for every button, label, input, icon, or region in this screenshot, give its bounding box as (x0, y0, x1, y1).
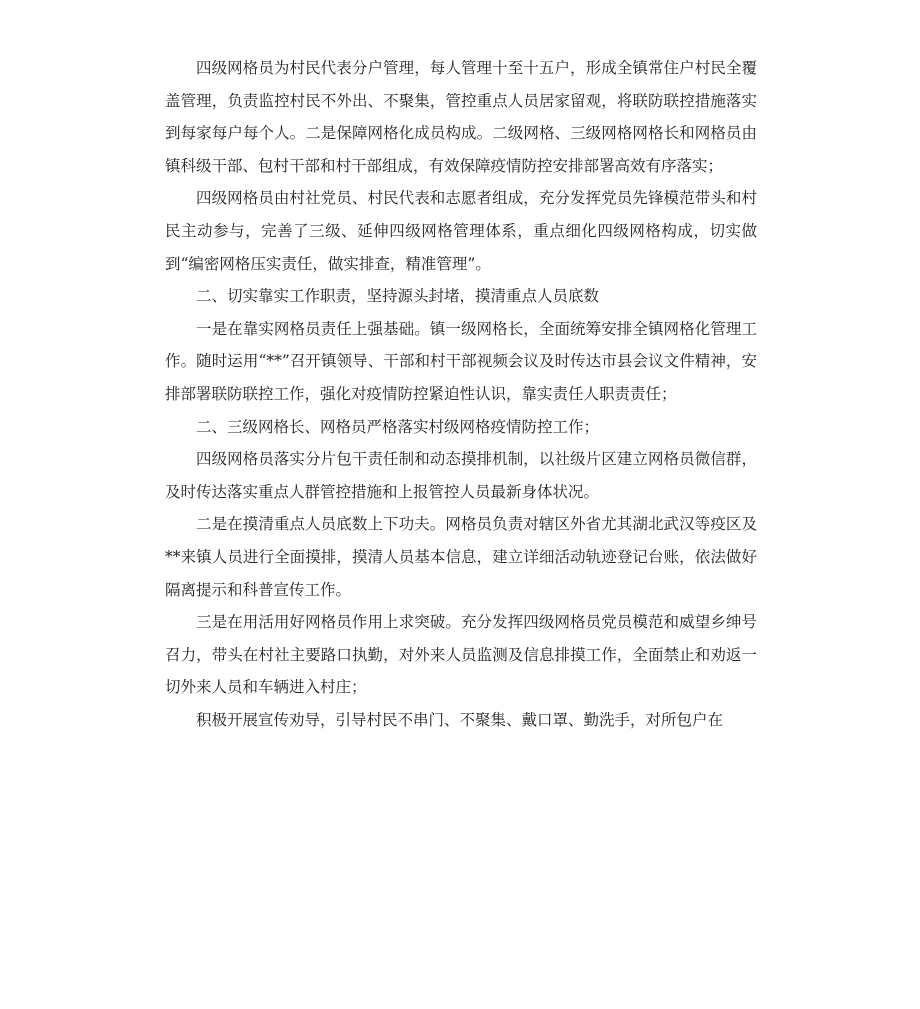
paragraph: 三是在用活用好网格员作用上求突破。充分发挥四级网格员党员模范和威望乡绅号召力，带头在村社主要路口执勤，对外来人员监测及信息排摸工作，全面禁止和劝返一切外来人员和车辆进入村庄； (165, 613, 757, 697)
paragraph: 四级网格员为村民代表分户管理，每人管理十至十五户，形成全镇常住户村民全覆盖管理，负责监控村民不外出、不聚集，管控重点人员居家留观，将联防联控措施落实到每家每户每个人。二是保障网格化成员构成。二级网格、三级网格网格长和网格员由镇科级干部、包村干部和村干部组成，有效保障疫情防控安排部署高效有序落实； (165, 59, 757, 175)
paragraph: 一是在靠实网格员责任上强基础。镇一级网格长，全面统筹安排全镇网格化管理工作。随时运用“**”召开镇领导、干部和村干部视频会议及时传达市县会议文件精神，安排部署联防联控工作，强化对疫情防控紧迫性认识，靠实责任人职责责任； (165, 319, 757, 403)
paragraph: 积极开展宣传劝导，引导村民不串门、不聚集、戴口罩、勤洗手，对所包户在 (196, 710, 724, 729)
paragraph: 二、三级网格长、网格员严格落实村级网格疫情防控工作； (196, 417, 600, 436)
paragraph: 四级网格员落实分片包干责任制和动态摸排机制，以社级片区建立网格员微信群，及时传达落实重点人群管控措施和上报管控人员最新身体状况。 (165, 450, 757, 501)
paragraph: 二是在摸清重点人员底数上下功夫。网格员负责对辖区外省尤其湖北武汉等疫区及**来镇人员进行全面摸排，摸清人员基本信息，建立详细活动轨迹登记台账，依法做好隔离提示和科普宣传工作。 (165, 515, 757, 599)
section-heading: 二、切实靠实工作职责，坚持源头封堵，摸清重点人员底数 (196, 287, 600, 306)
document-body (165, 52, 757, 736)
paragraph: 四级网格员由村社党员、村民代表和志愿者组成，充分发挥党员先锋模范带头和村民主动参与，完善了三级、延伸四级网格管理体系，重点细化四级网格构成，切实做到“编密网格压实责任，做实排查，精准管理”。 (165, 189, 757, 273)
